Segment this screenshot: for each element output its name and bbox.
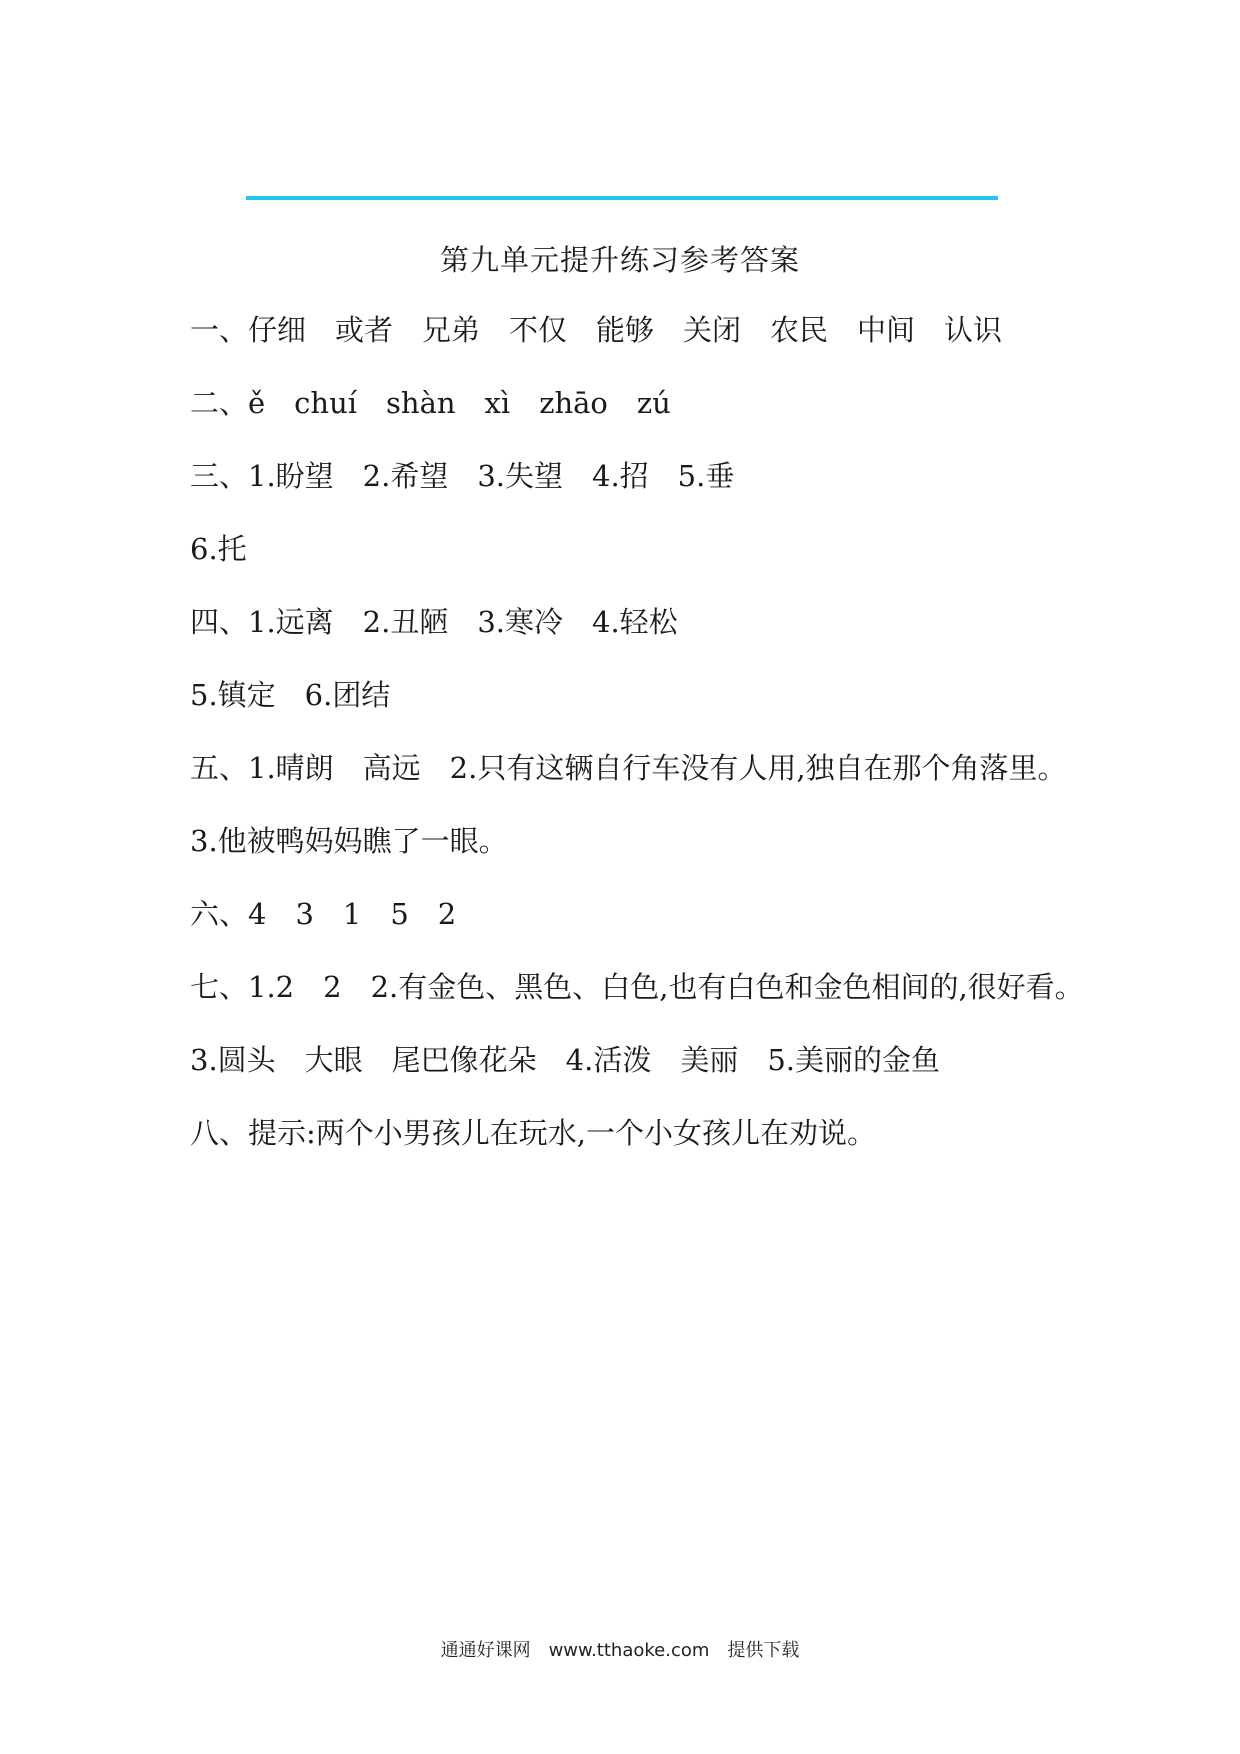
page-title: 第九单元提升练习参考答案 [439,243,800,277]
answer-line-7: 五、1.晴朗 高远 2.只有这辆自行车没有人用,独自在那个角落里。 [190,751,1067,785]
answer-line-2: 二、ě chuí shàn xì zhāo zú [190,386,671,420]
answer-line-12: 八、提示:两个小男孩儿在玩水,一个小女孩儿在劝说。 [190,1116,876,1150]
answer-line-6: 5.镇定 6.团结 [190,678,391,712]
header-rule [246,196,998,200]
answer-line-8: 3.他被鸭妈妈瞧了一眼。 [190,824,508,858]
footer-credit: 通通好课网 www.tthaoke.com 提供下载 [440,1640,800,1661]
answer-line-11: 3.圆头 大眼 尾巴像花朵 4.活泼 美丽 5.美丽的金鱼 [190,1043,941,1077]
answer-line-10: 七、1.2 2 2.有金色、黑色、白色,也有白色和金色相间的,很好看。 [190,970,1084,1004]
answer-line-1: 一、仔细 或者 兄弟 不仅 能够 关闭 农民 中间 认识 [190,313,1003,347]
answer-line-4: 6.托 [190,532,247,566]
answer-line-9: 六、4 3 1 5 2 [190,897,457,931]
answer-line-3: 三、1.盼望 2.希望 3.失望 4.招 5.垂 [190,459,735,493]
answer-line-5: 四、1.远离 2.丑陋 3.寒冷 4.轻松 [190,605,678,639]
